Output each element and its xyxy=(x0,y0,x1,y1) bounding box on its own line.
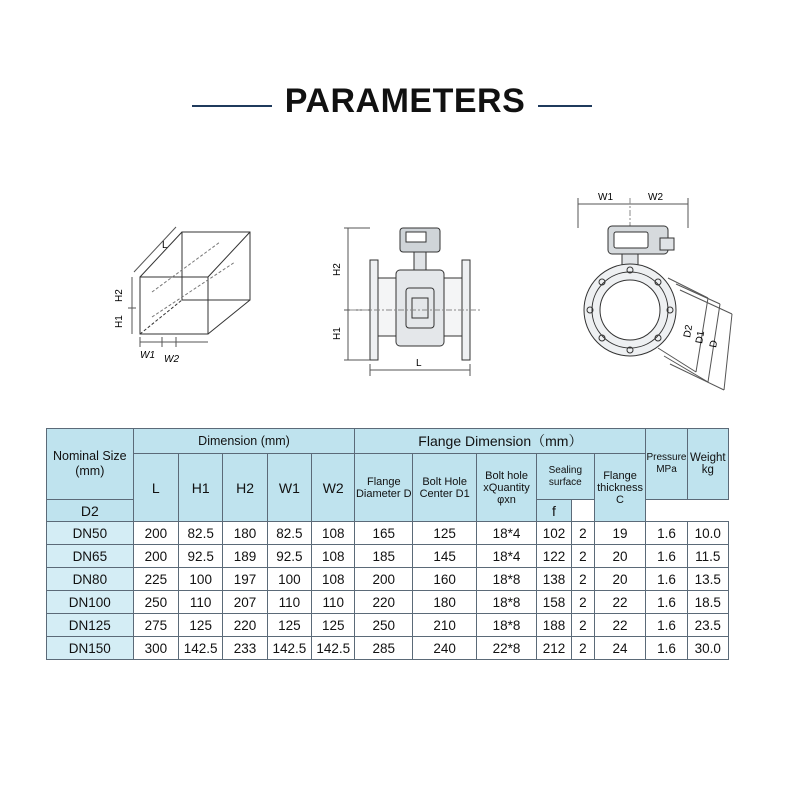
table-cell: 300 xyxy=(133,637,178,660)
table-cell: 110 xyxy=(267,591,311,614)
table-cell: 18*4 xyxy=(477,522,537,545)
table-cell: 165 xyxy=(355,522,413,545)
header-bolt-hole-center: Bolt Hole Center D1 xyxy=(413,454,477,522)
table-cell: 185 xyxy=(355,545,413,568)
front-label-d1: D1 xyxy=(694,330,708,345)
table-cell: 100 xyxy=(179,568,223,591)
nominal-size-cell: DN50 xyxy=(47,522,134,545)
table-cell: 250 xyxy=(355,614,413,637)
table-cell: 2 xyxy=(572,591,595,614)
page-title: PARAMETERS xyxy=(284,82,526,120)
table-cell: 18*4 xyxy=(477,545,537,568)
header-bolt-hole-quantity: Bolt hole xQuantity φxn xyxy=(477,454,537,522)
box-label-w2: W2 xyxy=(164,354,179,365)
table-cell: 2 xyxy=(572,568,595,591)
table-cell: 158 xyxy=(536,591,571,614)
table-cell: 18*8 xyxy=(477,591,537,614)
nominal-size-cell: DN150 xyxy=(47,637,134,660)
header-weight: Weight kg xyxy=(687,429,728,500)
title-rule-right xyxy=(538,105,592,107)
header-sealing-surface: Sealing surface xyxy=(536,454,594,500)
front-label-w1: W1 xyxy=(598,192,613,203)
table-row xyxy=(47,568,729,591)
table-cell: 19 xyxy=(594,522,646,545)
table-cell: 108 xyxy=(312,522,355,545)
table-cell: 138 xyxy=(536,568,571,591)
table-cell: 220 xyxy=(223,614,267,637)
table-cell: 207 xyxy=(223,591,267,614)
header-flange-diameter: Flange Diameter D xyxy=(355,454,413,522)
header-w2: W2 xyxy=(312,454,355,522)
table-cell: 220 xyxy=(355,591,413,614)
nominal-size-cell: DN100 xyxy=(47,591,134,614)
box-label-h1: H1 xyxy=(114,315,125,328)
table-cell: 2 xyxy=(572,614,595,637)
table-cell: 160 xyxy=(413,568,477,591)
table-cell: 197 xyxy=(223,568,267,591)
table-cell: 82.5 xyxy=(179,522,223,545)
box-dimension-drawing xyxy=(110,222,270,372)
table-cell: 20 xyxy=(594,545,646,568)
table-cell: 233 xyxy=(223,637,267,660)
side-label-h2: H2 xyxy=(332,263,343,276)
nominal-size-cell: DN80 xyxy=(47,568,134,591)
table-cell: 22 xyxy=(594,614,646,637)
table-row xyxy=(47,545,729,568)
table-cell: 225 xyxy=(133,568,178,591)
header-w1: W1 xyxy=(267,454,311,522)
table-cell: 1.6 xyxy=(646,614,687,637)
table-cell: 110 xyxy=(312,591,355,614)
table-cell: 20 xyxy=(594,568,646,591)
header-f: f xyxy=(536,500,571,522)
table-cell: 110 xyxy=(179,591,223,614)
front-label-d: D xyxy=(708,339,721,349)
table-cell: 18*8 xyxy=(477,568,537,591)
table-cell: 240 xyxy=(413,637,477,660)
table-cell: 125 xyxy=(312,614,355,637)
table-row xyxy=(47,637,729,660)
table-cell: 108 xyxy=(312,545,355,568)
table-cell: 142.5 xyxy=(179,637,223,660)
header-nominal-size: Nominal Size (mm) xyxy=(47,429,134,500)
table-cell: 10.0 xyxy=(687,522,728,545)
table-cell: 92.5 xyxy=(267,545,311,568)
title-bar xyxy=(0,82,800,128)
table-cell: 22 xyxy=(594,591,646,614)
table-body xyxy=(47,522,729,660)
table-cell: 142.5 xyxy=(312,637,355,660)
table-cell: 125 xyxy=(179,614,223,637)
parameters-table xyxy=(46,428,729,660)
header-d2: D2 xyxy=(47,500,134,522)
box-label-h2: H2 xyxy=(114,289,125,302)
table-cell: 108 xyxy=(312,568,355,591)
box-label-w1: W1 xyxy=(140,350,155,361)
table-cell: 82.5 xyxy=(267,522,311,545)
table-cell: 125 xyxy=(413,522,477,545)
header-pressure: Pressure MPa xyxy=(646,429,687,500)
side-label-h1: H1 xyxy=(332,327,343,340)
table-row xyxy=(47,591,729,614)
table-cell: 210 xyxy=(413,614,477,637)
table-cell: 1.6 xyxy=(646,568,687,591)
header-dimension-group: Dimension (mm) xyxy=(133,429,355,454)
table-cell: 2 xyxy=(572,637,595,660)
nominal-size-cell: DN125 xyxy=(47,614,134,637)
table-cell: 22*8 xyxy=(477,637,537,660)
table-cell: 200 xyxy=(355,568,413,591)
table-cell: 2 xyxy=(572,522,595,545)
header-flange-group: Flange Dimension（mm） xyxy=(355,429,646,454)
table-cell: 142.5 xyxy=(267,637,311,660)
side-label-l: L xyxy=(416,358,422,369)
table-cell: 100 xyxy=(267,568,311,591)
table-cell: 11.5 xyxy=(687,545,728,568)
front-label-d2: D2 xyxy=(682,324,696,339)
table-cell: 275 xyxy=(133,614,178,637)
table-cell: 1.6 xyxy=(646,591,687,614)
header-l: L xyxy=(133,454,178,522)
table-cell: 2 xyxy=(572,545,595,568)
table-cell: 102 xyxy=(536,522,571,545)
header-h1: H1 xyxy=(179,454,223,522)
table-cell: 23.5 xyxy=(687,614,728,637)
table-cell: 122 xyxy=(536,545,571,568)
header-flange-thickness: Flange thickness C xyxy=(594,454,646,522)
table-cell: 189 xyxy=(223,545,267,568)
table-cell: 180 xyxy=(413,591,477,614)
table-cell: 24 xyxy=(594,637,646,660)
table-cell: 1.6 xyxy=(646,522,687,545)
table-cell: 285 xyxy=(355,637,413,660)
front-label-w2: W2 xyxy=(648,192,663,203)
table-cell: 200 xyxy=(133,522,178,545)
table-cell: 18*8 xyxy=(477,614,537,637)
table-cell: 1.6 xyxy=(646,637,687,660)
table-cell: 125 xyxy=(267,614,311,637)
title-rule-left xyxy=(192,105,272,107)
table-cell: 200 xyxy=(133,545,178,568)
table-cell: 212 xyxy=(536,637,571,660)
nominal-size-cell: DN65 xyxy=(47,545,134,568)
side-view-drawing xyxy=(330,218,495,378)
header-h2: H2 xyxy=(223,454,267,522)
table-row xyxy=(47,522,729,545)
table-row xyxy=(47,614,729,637)
table-cell: 30.0 xyxy=(687,637,728,660)
table-cell: 188 xyxy=(536,614,571,637)
table-cell: 180 xyxy=(223,522,267,545)
table-cell: 145 xyxy=(413,545,477,568)
table-cell: 250 xyxy=(133,591,178,614)
front-view-drawing xyxy=(568,188,738,393)
table-cell: 92.5 xyxy=(179,545,223,568)
table-cell: 18.5 xyxy=(687,591,728,614)
box-label-l: L xyxy=(162,240,168,251)
table-cell: 1.6 xyxy=(646,545,687,568)
table-cell: 13.5 xyxy=(687,568,728,591)
